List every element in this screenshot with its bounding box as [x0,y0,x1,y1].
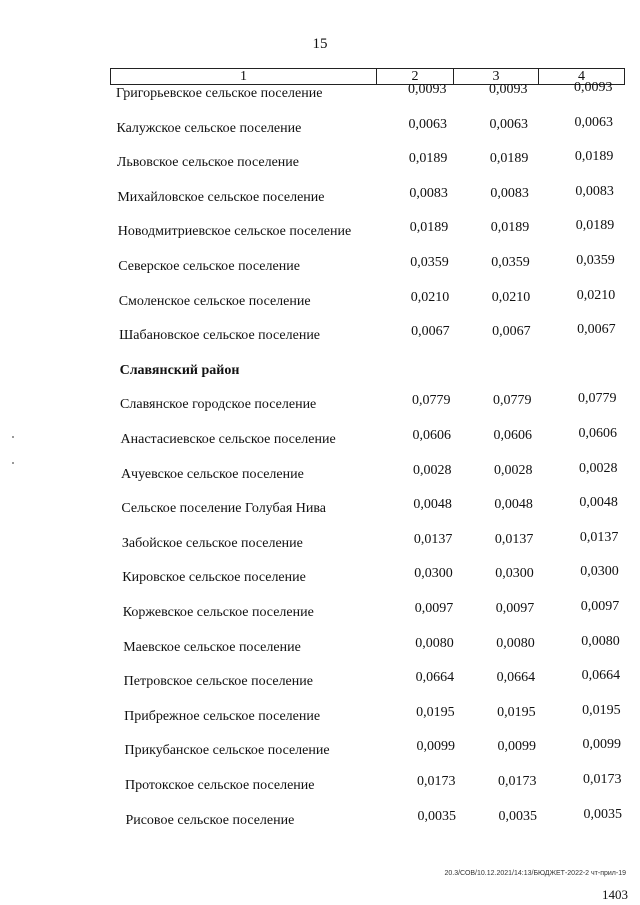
value-col-2: 0,0048 [413,497,452,513]
value-col-2: 0,0359 [410,255,449,270]
table-row [0,529,640,556]
header-col-4: 4 [578,69,585,84]
settlement-name: Львовское сельское поселение [116,155,299,171]
value-col-2: 0,0300 [414,566,453,582]
scan-speck [12,462,14,464]
value-col-2: 0,0028 [412,462,452,478]
table-row [0,391,640,417]
value-col-4: 0,0606 [578,426,617,441]
settlement-name: Славянское городское поселение [120,397,317,413]
settlement-name: Кировское сельское поселение [122,570,306,586]
section-title: Славянский район [119,362,240,378]
settlement-name: Маевское сельское поселение [123,639,301,655]
settlement-name: Ачуевское сельское поселение [120,466,304,482]
value-col-4: 0,0210 [576,287,616,303]
table-row [0,287,640,314]
table-row [0,322,640,348]
header-col-1: 1 [111,69,377,84]
value-col-3: 0,0137 [494,531,534,547]
value-col-4: 0,0048 [579,495,618,511]
settlement-name: Сельское поселение Голубая Нива [121,501,327,517]
value-col-2: 0,0664 [415,670,455,686]
value-col-4: 0,0189 [574,149,614,165]
table-row [0,253,640,279]
settlement-name: Рисовое сельское поселение [125,812,295,828]
value-col-4: 0,0067 [577,322,616,338]
value-col-3: 0,0035 [498,808,537,824]
settlement-name: Забойское сельское поселение [121,535,303,551]
value-col-4: 0,0189 [575,218,615,234]
value-col-4: 0,0779 [578,391,617,407]
table-row [0,183,640,210]
value-col-3: 0,0664 [496,670,536,686]
settlement-name: Коржевское сельское поселение [122,605,314,620]
page-number-top: 15 [312,36,328,52]
value-col-3: 0,0048 [494,497,533,513]
value-col-4: 0,0097 [580,599,620,614]
value-col-2: 0,0099 [416,739,456,755]
value-col-4: 0,0664 [581,668,621,684]
value-col-3: 0,0195 [497,704,536,720]
value-col-4: 0,0093 [574,80,613,95]
value-col-3: 0,0189 [489,151,529,167]
table-row [0,633,640,660]
value-col-3: 0,0173 [498,774,537,789]
value-col-2: 0,0210 [410,289,450,305]
settlement-name: Протокское сельское поселение [125,778,315,793]
value-col-3: 0,0097 [495,601,535,616]
value-col-2: 0,0189 [409,220,449,236]
value-col-4: 0,0028 [578,460,618,476]
header-col-2: 2 [377,69,454,84]
value-col-3: 0,0300 [495,566,534,582]
value-col-4: 0,0300 [580,564,619,580]
settlement-name: Прикубанское сельское поселение [124,743,330,759]
settlement-name: Петровское сельское поселение [123,674,313,690]
table-row [0,460,640,487]
document-code: 20.3/СОВ/10.12.2021/14:13/БЮДЖЕТ-2022-2 чт-прил-19 [444,870,626,877]
settlement-name: Шабановское сельское поселение [119,328,321,344]
table-row [0,426,640,452]
value-col-3: 0,0359 [491,255,530,270]
value-col-4: 0,0359 [576,253,615,268]
settlement-name: Смоленское сельское поселение [118,293,311,309]
value-col-3: 0,0083 [490,185,529,201]
table-row [0,806,640,833]
value-col-4: 0,0137 [579,529,619,545]
scan-speck [12,436,14,438]
value-col-2: 0,0097 [414,601,454,616]
settlement-name: Северское сельское поселение [118,259,300,274]
value-col-3: 0,0099 [497,739,537,755]
value-col-3: 0,0063 [489,116,528,132]
value-col-2: 0,0606 [412,428,451,443]
value-col-2: 0,0093 [408,82,447,97]
value-col-4: 0,0063 [574,114,613,130]
table-row [0,564,640,590]
value-col-2: 0,0063 [408,116,447,132]
table-row [0,114,640,141]
value-col-3: 0,0210 [491,289,531,305]
value-col-4: 0,0080 [581,633,620,649]
value-col-2: 0,0137 [413,531,453,547]
settlement-name: Калужское сельское поселение [116,120,302,136]
table-row [0,218,640,244]
settlement-name: Михайловское сельское поселение [117,189,325,205]
page-number-bottom: 1403 [602,887,628,902]
settlement-name: Прибрежное сельское поселение [124,708,321,724]
settlement-name: Григорьевское сельское поселение [116,86,323,101]
table-row [0,737,640,763]
table-row [0,668,640,694]
table-row [0,772,640,798]
value-col-2: 0,0083 [409,185,448,201]
value-col-3: 0,0080 [496,635,535,651]
value-col-4: 0,0173 [583,772,622,787]
value-col-4: 0,0195 [582,702,621,718]
table-row [0,149,640,175]
settlement-name: Новодмитриевское сельское поселение [117,224,352,240]
table-row [0,495,640,521]
table-row [0,599,640,625]
header-col-3: 3 [454,69,539,84]
value-col-2: 0,0189 [408,151,448,167]
value-col-4: 0,0099 [582,737,622,753]
value-col-4: 0,0035 [583,806,622,822]
value-col-2: 0,0067 [411,324,450,340]
value-col-3: 0,0028 [493,462,533,478]
table-row [0,80,640,106]
value-col-3: 0,0606 [493,428,532,443]
value-col-2: 0,0779 [412,393,451,409]
settlement-name: Анастасиевское сельское поселение [120,432,336,447]
section-heading-row [0,363,640,383]
value-col-3: 0,0093 [489,82,528,97]
table-header [110,68,625,85]
value-col-3: 0,0779 [493,393,532,409]
table-row [0,702,640,729]
value-col-2: 0,0173 [417,774,456,789]
value-col-4: 0,0083 [575,183,614,199]
value-col-3: 0,0189 [490,220,530,236]
value-col-2: 0,0080 [415,635,454,651]
value-col-2: 0,0195 [416,704,455,720]
value-col-3: 0,0067 [492,324,531,340]
value-col-2: 0,0035 [417,808,456,824]
